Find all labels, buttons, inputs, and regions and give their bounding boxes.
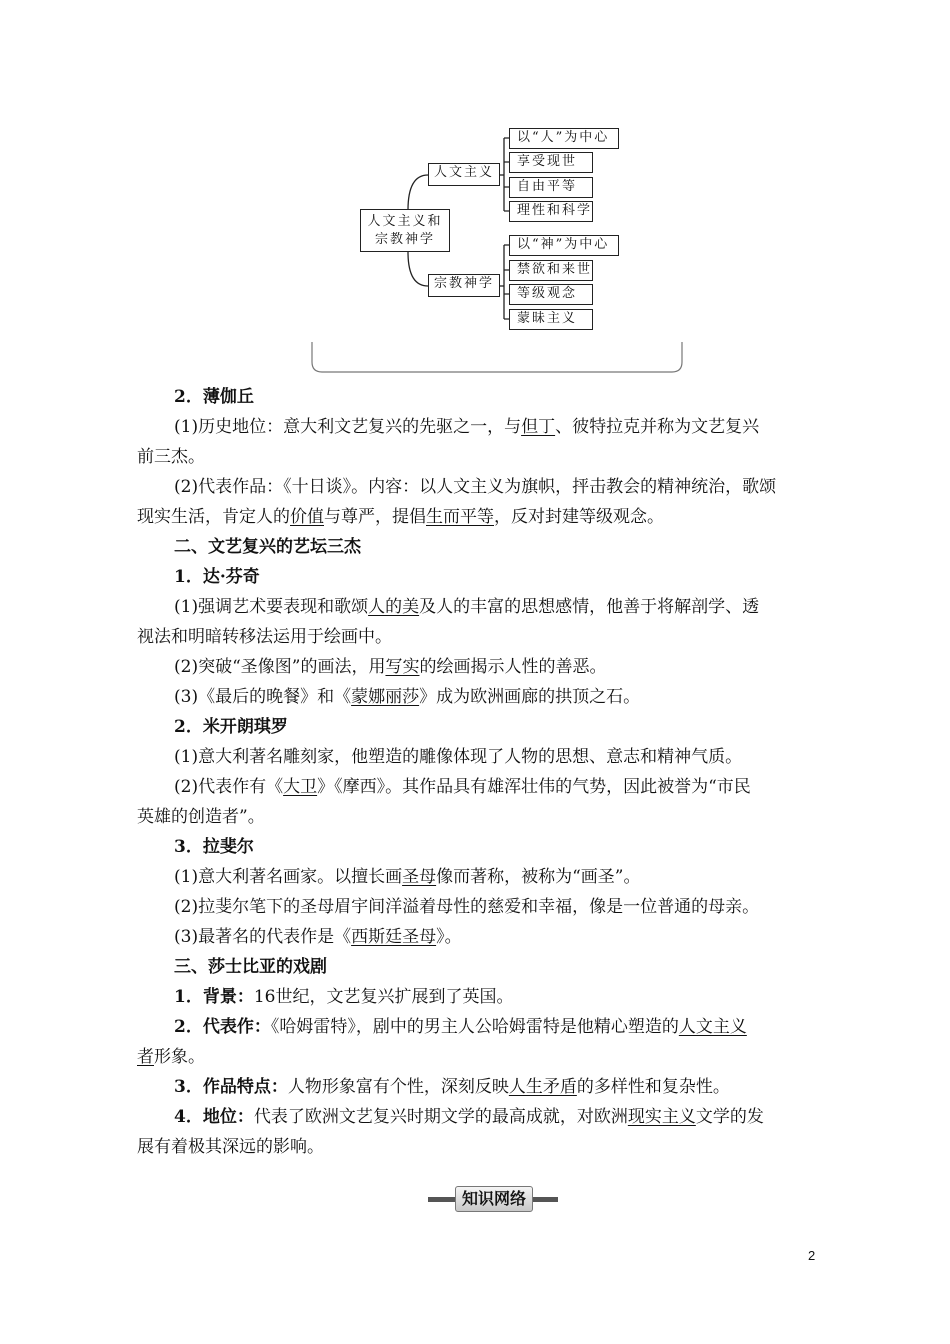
answer-underline: 写实: [385, 657, 420, 677]
text: 《哈姆雷特》，剧中的男主人公哈姆雷特是他精心塑造的: [270, 1017, 679, 1037]
text: 像而著称，被称为“画圣”。: [436, 867, 641, 887]
diagram-leaf: 以“神”为中心: [509, 235, 619, 256]
heading-raphael: 3．拉斐尔: [174, 837, 254, 857]
text: 人物形象富有个性，深刻反映: [287, 1077, 509, 1097]
paragraph-cont: 英雄的创造者”。: [137, 807, 265, 827]
text: 》成为欧洲画廊的拱顶之石。: [419, 687, 641, 707]
text: (1)历史地位：意大利文艺复兴的先驱之一，与: [174, 417, 522, 437]
diagram-leaf: 等级观念: [509, 284, 593, 305]
answer-underline: 生而平等: [426, 507, 494, 527]
paragraph-cont: [137, 502, 664, 532]
text: 文学的发: [695, 1107, 764, 1127]
section-heading-shakespeare: 三、莎士比亚的戏剧: [174, 957, 327, 977]
paragraph-cont: 视法和明暗转移法运用于绘画中。: [137, 627, 392, 647]
paragraph-cont: 前三杰。: [137, 447, 205, 467]
paragraph-cont: 展有着极其深远的影响。: [137, 1137, 324, 1157]
answer-underline: 圣母: [402, 867, 437, 887]
answer-underline: 现实主义: [627, 1107, 696, 1127]
paragraph: [174, 1102, 764, 1132]
text: (3)《最后的晚餐》和《: [174, 687, 352, 707]
answer-underline: 人的美: [368, 597, 420, 617]
diagram-branch-theology: 宗教神学: [428, 274, 500, 297]
paragraph: [174, 982, 513, 1012]
label: 3．作品特点：: [174, 1077, 288, 1097]
label: 2．代表作：: [174, 1017, 271, 1037]
answer-underline: 西斯廷圣母: [351, 927, 437, 947]
text: 形象。: [154, 1047, 205, 1067]
text: (1)意大利著名画家。以擅长画: [174, 867, 403, 887]
diagram-root-line-1: 人文主义和: [367, 214, 443, 229]
answer-underline: 大卫: [283, 777, 318, 797]
text: 与尊严，提倡: [324, 507, 426, 527]
paragraph: [174, 1012, 747, 1042]
text: 现实生活，肯定人的: [137, 507, 290, 527]
diagram-leaf: 理性和科学: [509, 201, 593, 222]
text: (1)强调艺术要表现和歌颂: [174, 597, 369, 617]
paragraph: [174, 922, 462, 952]
diagram-leaf: 以“人”为中心: [509, 128, 619, 149]
diagram-root: [360, 209, 450, 252]
text: 的多样性和复杂性。: [576, 1077, 730, 1097]
answer-underline: 者: [137, 1047, 154, 1067]
paragraph: (2)拉斐尔笔下的圣母眉宇间洋溢着母性的慈爱和幸福，像是一位普通的母亲。: [174, 897, 760, 917]
paragraph: (2)代表作品：《十日谈》。内容：以人文主义为旗帜，抨击教会的精神统治，歌颂: [174, 477, 777, 497]
paragraph: [174, 412, 759, 442]
knowledge-network-badge: [428, 1183, 558, 1213]
text: 的绘画揭示人性的善恶。: [419, 657, 607, 677]
diagram-leaf: 蒙昧主义: [509, 309, 593, 330]
diagram-leaf: 享受现世: [509, 152, 593, 173]
text: (2)代表作有《: [174, 777, 284, 797]
answer-underline: 但丁: [521, 417, 556, 437]
text: 及人的丰富的思想感情，他善于将解剖学、透: [419, 597, 760, 617]
paragraph: [174, 772, 751, 802]
paragraph: (1)意大利著名雕刻家，他塑造的雕像体现了人物的思想、意志和精神气质。: [174, 747, 743, 767]
paragraph: [174, 592, 759, 622]
badge-label: 知识网络: [455, 1186, 533, 1212]
answer-underline: 蒙娜丽莎: [351, 687, 420, 707]
diagram-leaf: 禁欲和来世: [509, 260, 593, 281]
label: 4．地位：: [174, 1107, 254, 1127]
answer-underline: 价值: [290, 507, 324, 527]
diagram-branch-humanism: 人文主义: [428, 163, 500, 186]
heading-boccaccio: 2．薄伽丘: [174, 387, 254, 407]
paragraph: [174, 652, 606, 682]
text: 、彼特拉克并称为文艺复兴: [555, 417, 760, 437]
text: (2)突破“圣像图”的画法，用: [174, 657, 386, 677]
text: 》《摩西》。其作品具有雄浑壮伟的气势，因此被誉为“市民: [317, 777, 751, 797]
text: 》。: [436, 927, 462, 947]
text: 16世纪，文艺复兴扩展到了英国。: [253, 987, 514, 1007]
answer-underline: 人文主义: [678, 1017, 747, 1037]
text: (3)最著名的代表作是《: [174, 927, 352, 947]
heading-davinci: 1．达·芬奇: [174, 567, 260, 587]
page-number: 2: [808, 1248, 816, 1263]
section-heading-art: 二、文艺复兴的艺坛三杰: [174, 537, 361, 557]
text: 代表了欧洲文艺复兴时期文学的最高成就，对欧洲: [253, 1107, 628, 1127]
paragraph-cont: [137, 1042, 205, 1072]
label: 1．背景：: [174, 987, 254, 1007]
diagram-leaf: 自由平等: [509, 177, 593, 198]
paragraph: [174, 862, 640, 892]
heading-michelangelo: 2．米开朗琪罗: [174, 717, 288, 737]
paragraph: [174, 682, 640, 712]
concept-diagram: [308, 120, 688, 378]
paragraph: [174, 1072, 730, 1102]
text: ，反对封建等级观念。: [494, 507, 664, 527]
answer-underline: 人生矛盾: [508, 1077, 577, 1097]
diagram-root-line-2: 宗教神学: [374, 231, 435, 247]
